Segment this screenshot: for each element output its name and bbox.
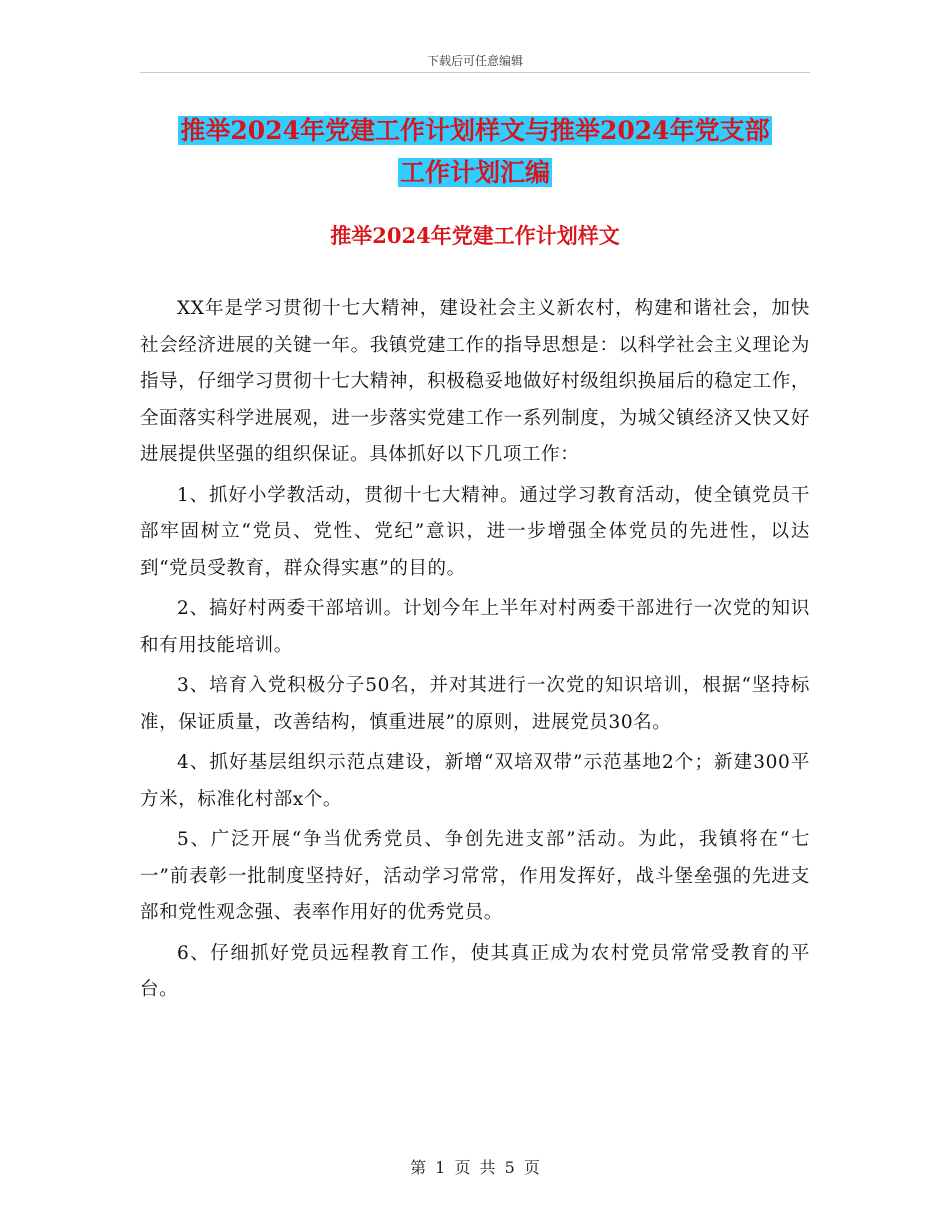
- paragraph-item-3: 3、培育入党积极分子50名，并对其进行一次党的知识培训，根据“坚持标准，保证质量，改善结构，慎重进展”的原则，进展党员30名。: [140, 675, 810, 733]
- section-title: 推举2024年党建工作计划样文: [330, 223, 620, 248]
- paragraph-item-1: 1、抓好小学教活动，贯彻十七大精神。通过学习教育活动，使全镇党员干部牢固树立“党员、党性、党纪”意识，进一步增强全体党员的先进性，以达到“党员受教育，群众得实惠”的目的。: [140, 484, 810, 579]
- paragraph-intro: XX年是学习贯彻十七大精神，建设社会主义新农村，构建和谐社会，加快社会经济进展的关键一年。我镇党建工作的指导思想是：以科学社会主义理论为指导，仔细学习贯彻十七大精神，积极稳妥地做好村级组织换届后的稳定工作，全面落实科学进展观，进一步落实党建工作一系列制度，为城父镇经济又快又好进展提供坚强的组织保证。具体抓好以下几项工作：: [140, 298, 810, 465]
- document-title-line-2: 工作计划汇编: [399, 158, 550, 187]
- document-title-line-1: 推举2024年党建工作计划样文与推举2024年党支部: [180, 116, 770, 145]
- paragraph-item-5: 5、广泛开展“争当优秀党员、争创先进支部”活动。为此，我镇将在“七一”前表彰一批制度坚持好，活动学习常常，作用发挥好，战斗堡垒强的先进支部和党性观念强、表率作用好的优秀党员。: [140, 829, 810, 923]
- paragraph-item-2: 2、搞好村两委干部培训。计划今年上半年对村两委干部进行一次党的知识和有用技能培训。: [140, 598, 810, 656]
- paragraph-item-4: 4、抓好基层组织示范点建设，新增“双培双带”示范基地2个；新建300平方米，标准化村部x个。: [140, 752, 810, 810]
- document-body: [140, 291, 810, 1013]
- page-number: 第 1 页 共 5 页: [410, 1158, 540, 1177]
- page-header-note: 下载后可任意编辑: [426, 54, 523, 68]
- header-divider: [140, 72, 810, 73]
- paragraph-item-6: 6、仔细抓好党员远程教育工作，使其真正成为农村党员常常受教育的平台。: [140, 942, 810, 1000]
- document-title: [140, 110, 810, 194]
